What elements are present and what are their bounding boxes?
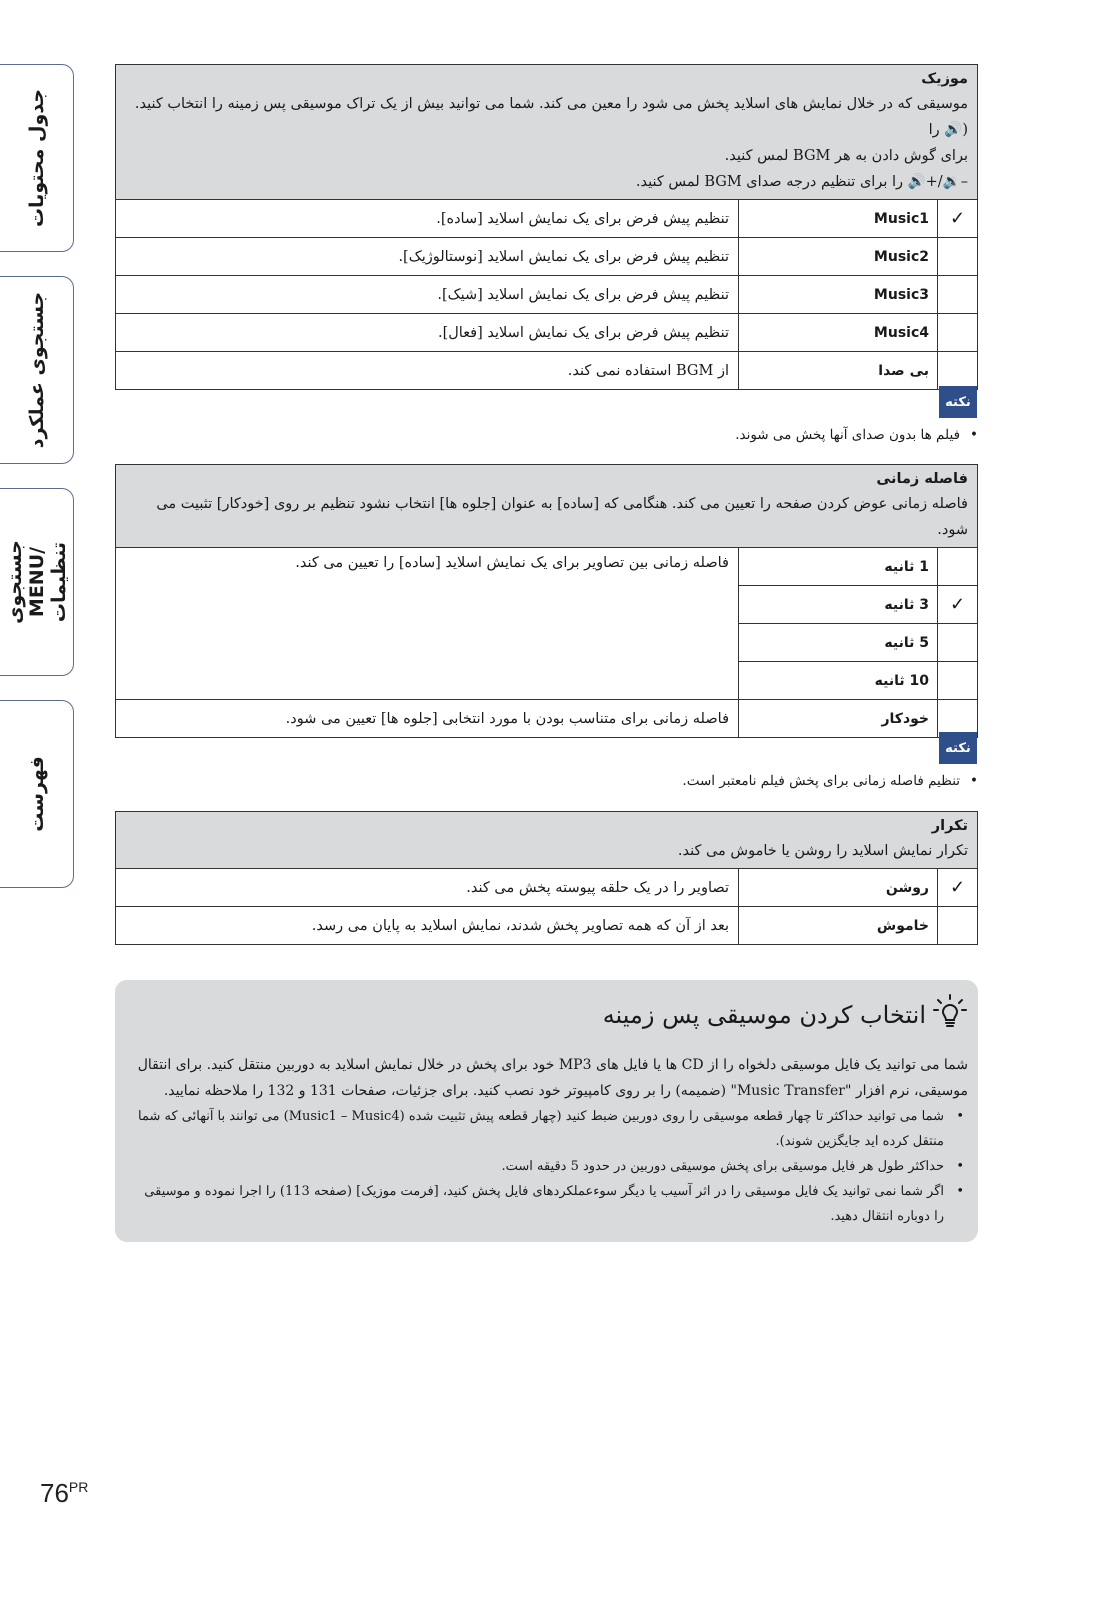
option-name: Music1	[739, 200, 938, 238]
tip-title: انتخاب کردن موسیقی پس زمینه	[602, 1001, 926, 1029]
option-desc: تنظیم پیش فرض برای یک نمایش اسلاید [فعال].	[116, 314, 739, 352]
table-row[interactable]	[116, 907, 978, 945]
table-row[interactable]	[116, 352, 978, 390]
option-desc: از BGM استفاده نمی کند.	[116, 352, 739, 390]
option-name: روشن	[739, 869, 938, 907]
page-number-value: 76	[40, 1478, 69, 1508]
music-section	[115, 64, 978, 390]
tab-function-search[interactable]	[0, 276, 74, 464]
option-name: 10 ثانیه	[739, 662, 938, 700]
option-name: 1 ثانیه	[739, 548, 938, 586]
tip-list	[135, 1104, 968, 1229]
tab-table-of-contents[interactable]	[0, 64, 74, 252]
interval-table	[115, 464, 978, 738]
interval-title: فاصله زمانی	[876, 471, 968, 487]
note-text: • فیلم ها بدون صدای آنها پخش می شوند.	[735, 427, 978, 443]
checkmark-icon: ✓	[938, 200, 978, 238]
option-desc: فاصله زمانی برای متناسب بودن با مورد انتخابی [جلوه ها] تعیین می شود.	[116, 700, 739, 738]
list-item: • حداکثر طول هر فایل موسیقی برای پخش موسیقی دوربین در حدود 5 دقیقه است.	[135, 1154, 944, 1179]
lightbulb-icon	[932, 994, 968, 1036]
option-name: بی صدا	[739, 352, 938, 390]
page-number-suffix: PR	[68, 1479, 89, 1495]
table-row[interactable]	[116, 700, 978, 738]
music-desc-line1: موسیقی که در خلال نمایش های اسلاید پخش می شود را معین می کند. شما می توانید بیش از یک تراک موسیقی پس زمینه را انتخاب کنید. (🔊 را	[134, 96, 968, 138]
checkmark-icon	[938, 276, 978, 314]
repeat-desc: تکرار نمایش اسلاید را روشن یا خاموش می کند.	[677, 843, 968, 859]
interval-section	[115, 464, 978, 738]
note-badge: نکته	[939, 386, 977, 418]
tip-body: شما می توانید یک فایل موسیقی دلخواه را از CD ها یا فایل های MP3 خود برای پخش در خلال نمایش اسلاید به دوربین منتقل کنید. برای انتقال موسیقی، نرم افزار "Music Transfer" (ضمیمه) را بر روی کامپیوتر خود نصب کنید. برای جزئیات، صفحات 131 و 132 را ملاحظه نمایید.	[137, 1057, 968, 1099]
note-text: • تنظیم فاصله زمانی برای پخش فیلم نامعتبر است.	[682, 773, 978, 789]
tip-box	[115, 980, 978, 1242]
option-name: خودکار	[739, 700, 938, 738]
tab-menu-search[interactable]	[0, 488, 74, 676]
repeat-section	[115, 811, 978, 945]
music-desc-line2: برای گوش دادن به هر BGM لمس کنید.	[724, 148, 968, 164]
interval-header	[116, 465, 978, 548]
page-number	[40, 1478, 88, 1509]
repeat-header	[116, 812, 978, 869]
option-name: خاموش	[739, 907, 938, 945]
option-name: Music3	[739, 276, 938, 314]
checkmark-icon	[938, 624, 978, 662]
list-item: • شما می توانید حداکثر تا چهار قطعه موسیقی را روی دوربین ضبط کنید (چهار قطعه پیش تثبیت شده (Music1 – Music4) می توانند با آنهائی که شما منتقل کرده اید جایگزین شوند).	[135, 1104, 944, 1154]
repeat-title: تکرار	[931, 818, 968, 834]
tab-table-of-contents-label: جدول محتویات	[25, 88, 48, 228]
checkmark-icon	[938, 352, 978, 390]
checkmark-icon	[938, 907, 978, 945]
music-table	[115, 64, 978, 390]
tab-index[interactable]	[0, 700, 74, 888]
option-name: 5 ثانیه	[739, 624, 938, 662]
checkmark-icon	[938, 238, 978, 276]
music-header	[116, 65, 978, 200]
option-name: Music2	[739, 238, 938, 276]
checkmark-icon	[938, 662, 978, 700]
interval-desc: فاصله زمانی عوض کردن صفحه را تعیین می کند. هنگامی که [ساده] به عنوان [جلوه ها] انتخاب نشود تنظیم بر روی [خودکار] تثبیت می شود.	[156, 496, 968, 538]
table-row[interactable]	[116, 869, 978, 907]
checkmark-icon: ✓	[938, 869, 978, 907]
tip-heading	[135, 994, 968, 1036]
music-desc-line3: –🔉/+🔊 را برای تنظیم درجه صدای BGM لمس کنید.	[635, 174, 968, 190]
checkmark-icon: ✓	[938, 586, 978, 624]
tab-index-label: فهرست	[25, 756, 48, 832]
music-title: موزیک	[921, 71, 968, 87]
table-row[interactable]	[116, 238, 978, 276]
list-item: • اگر شما نمی توانید یک فایل موسیقی را در اثر آسیب یا دیگر سوءعملکردهای فایل پخش کنید، [فرمت موزیک] (صفحه 113) را اجرا نموده و موسیقی را دوباره انتقال دهید.	[135, 1179, 944, 1229]
table-row[interactable]	[116, 314, 978, 352]
option-desc: تنظیم پیش فرض برای یک نمایش اسلاید [شیک].	[116, 276, 739, 314]
option-desc: تصاویر را در یک حلقه پیوسته پخش می کند.	[116, 869, 739, 907]
repeat-table	[115, 811, 978, 945]
tab-menu-search-label: جستجوی MENU/تنظیمات	[3, 540, 70, 624]
table-row[interactable]	[116, 200, 978, 238]
table-row[interactable]	[116, 276, 978, 314]
option-desc: فاصله زمانی بین تصاویر برای یک نمایش اسلاید [ساده] را تعیین می کند.	[116, 548, 739, 700]
option-name: Music4	[739, 314, 938, 352]
option-desc: تنظیم پیش فرض برای یک نمایش اسلاید [نوستالوژیک].	[116, 238, 739, 276]
option-name: 3 ثانیه	[739, 586, 938, 624]
note-badge: نکته	[939, 732, 977, 764]
tab-function-search-label: جستجوی عملکرد	[25, 291, 48, 449]
table-row[interactable]	[116, 548, 978, 586]
checkmark-icon	[938, 548, 978, 586]
option-desc: بعد از آن که همه تصاویر پخش شدند، نمایش اسلاید به پایان می رسد.	[116, 907, 739, 945]
checkmark-icon	[938, 314, 978, 352]
option-desc: تنظیم پیش فرض برای یک نمایش اسلاید [ساده].	[116, 200, 739, 238]
